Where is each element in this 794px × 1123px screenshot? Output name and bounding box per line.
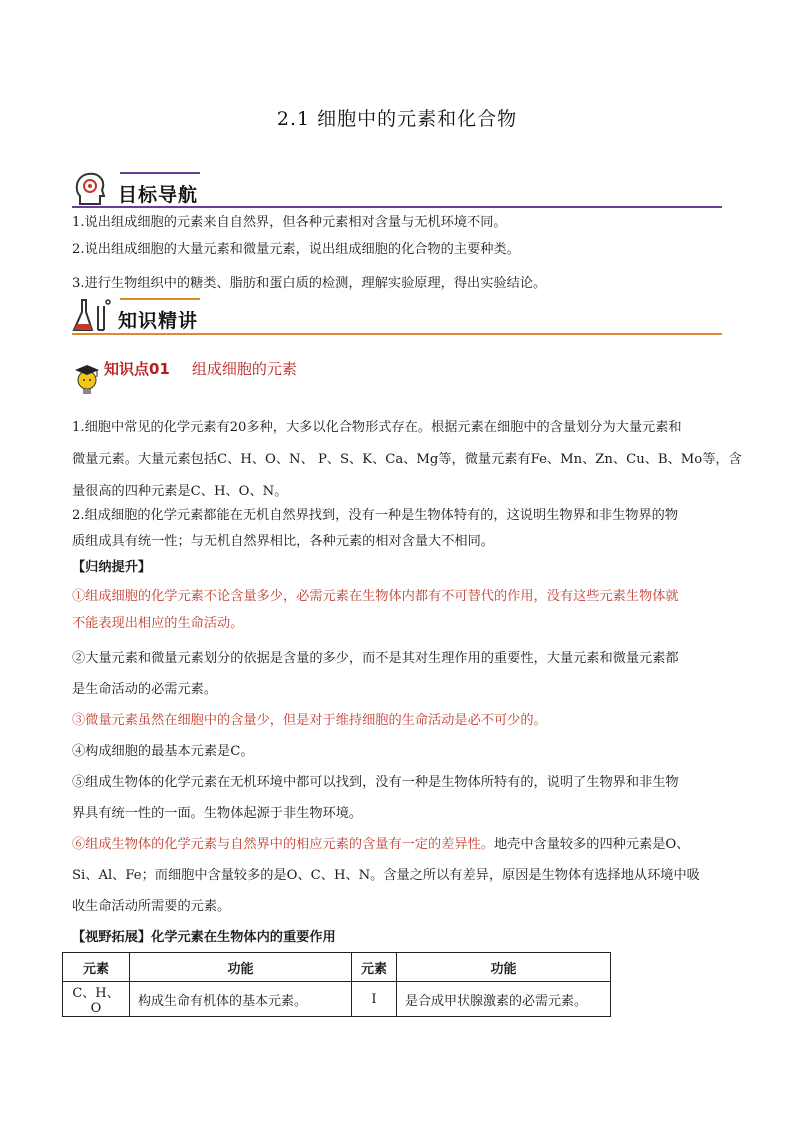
para1-line-3: 量很高的四种元素是C、H、O、N。 (72, 484, 288, 499)
summary-label: 【归纳提升】 (72, 560, 152, 575)
table-header-row (63, 953, 611, 982)
graduate-bulb-icon (72, 362, 102, 396)
header-top-rule (120, 298, 200, 300)
summary-item-2-line-1: ②大量元素和微量元素划分的依据是含量的多少，而不是其对生理作用的重要性，大量元素和微量元素都 (72, 651, 679, 666)
header-bottom-rule (72, 333, 722, 335)
summary-item-5-line-1: ⑤组成生物体的化学元素在无机环境中都可以找到，没有一种是生物体所特有的，说明了生物界和非生物 (72, 775, 679, 790)
para1-line-2: 微量元素。大量元素包括C、H、O、N、 P、S、K、Ca、Mg等，微量元素有Fe、Mn、Zn、Cu、B、Mo等，含 (72, 452, 742, 467)
summary-item-6-line-3: 收生命活动所需要的元素。 (72, 899, 231, 914)
table-cell: C、H、O (63, 982, 130, 1017)
summary-item-1-line-1: ①组成细胞的化学元素不论含量多少，必需元素在生物体内都有不可替代的作用，没有这些元素生物体就 (72, 589, 679, 604)
header-top-rule (120, 172, 200, 174)
knowledge-point-name: 组成细胞的元素 (191, 360, 297, 378)
table-cell: I (352, 982, 397, 1017)
expand-label: 【视野拓展】化学元素在生物体内的重要作用 (72, 930, 336, 945)
summary-item-2-line-2: 是生命活动的必需元素。 (72, 682, 218, 697)
table-cell: 构成生命有机体的基本元素。 (130, 982, 352, 1017)
para2-line-2: 质组成具有统一性；与无机自然界相比，各种元素的相对含量大不相同。 (72, 534, 494, 549)
header-bottom-rule (72, 206, 722, 208)
summary-item-1-line-2: 不能表现出相应的生命活动。 (72, 616, 244, 631)
table-header-cell: 功能 (130, 953, 352, 982)
goal-item-3: 3.进行生物组织中的糖类、脂肪和蛋白质的检测，理解实验原理，得出实验结论。 (72, 276, 547, 291)
summary-item-3: ③微量元素虽然在细胞中的含量少，但是对于维持细胞的生命活动是必不可少的。 (72, 713, 547, 728)
summary-item-5-line-2: 界具有统一性的一面。生物体起源于非生物环境。 (72, 806, 363, 821)
knowledge-point-number: 知识点01 (104, 360, 170, 378)
table-cell: 是合成甲状腺激素的必需元素。 (397, 982, 611, 1017)
table-row (63, 982, 611, 1017)
para2-line-1: 2.组成细胞的化学元素都能在无机自然界找到，没有一种是生物体特有的，这说明生物界和非生物界的物 (72, 508, 679, 523)
goal-item-2: 2.说出组成细胞的大量元素和微量元素，说出组成细胞的化合物的主要种类。 (72, 242, 520, 257)
elements-function-table (62, 952, 611, 1017)
flask-icon (72, 296, 112, 336)
para1-line-1: 1.细胞中常见的化学元素有20多种，大多以化合物形式存在。根据元素在细胞中的含量划分为大量元素和 (72, 420, 682, 435)
section-label-goals: 目标导航 (118, 184, 199, 206)
table-header-cell: 元素 (352, 953, 397, 982)
table-header-cell: 元素 (63, 953, 130, 982)
head-gear-icon (72, 168, 112, 208)
goal-item-1: 1.说出组成细胞的元素来自自然界，但各种元素相对含量与无机环境不同。 (72, 215, 507, 230)
summary-item-6-rest: 地壳中含量较多的四种元素是O、 (494, 837, 690, 852)
summary-item-4: ④构成细胞的最基本元素是C。 (72, 744, 254, 759)
summary-item-6-line-2: Si、Al、Fe；而细胞中含量较多的是O、C、H、N。含量之所以有差异，原因是生物体有选择地从环境中吸 (72, 868, 700, 883)
knowledge-point-title (104, 358, 297, 379)
page-title: 2.1 细胞中的元素和化合物 (276, 108, 518, 130)
summary-item-6-highlight: ⑥组成生物体的化学元素与自然界中的相应元素的含量有一定的差异性。 (72, 837, 494, 852)
summary-item-6-line-1 (72, 833, 722, 852)
table-header-cell: 功能 (397, 953, 611, 982)
section-label-knowledge: 知识精讲 (118, 310, 199, 332)
